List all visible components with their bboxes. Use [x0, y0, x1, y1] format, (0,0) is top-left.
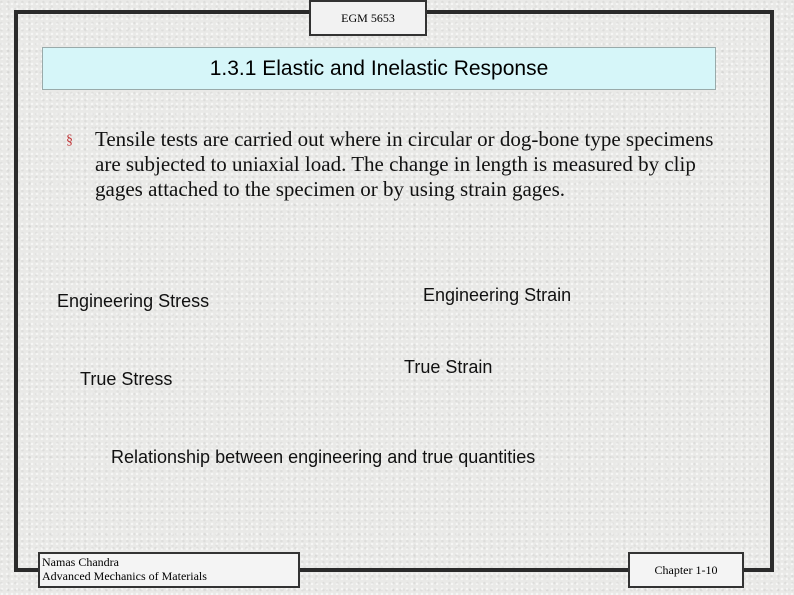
- bullet-text: Tensile tests are carried out where in circular or dog-bone type specimens are subjected to uniaxial load. The change in length is measured by clip gages attached to the specimen or by using strain gages.: [95, 127, 714, 201]
- relationship-caption: Relationship between engineering and true quantities: [111, 447, 536, 467]
- course-code-tab: [309, 0, 427, 36]
- footer-author-box: [38, 552, 300, 588]
- slide-title-bar: [42, 47, 716, 90]
- engineering-strain-label: Engineering Strain: [423, 285, 572, 305]
- course-title: Advanced Mechanics of Materials: [42, 569, 207, 583]
- footer-chapter-box: [628, 552, 744, 588]
- chapter-page-label: Chapter 1-10: [654, 562, 718, 577]
- true-stress-label: True Stress: [80, 369, 173, 389]
- true-strain-label: True Strain: [404, 357, 493, 377]
- engineering-stress-label: Engineering Stress: [57, 291, 210, 311]
- slide-title: 1.3.1 Elastic and Inelastic Response: [209, 56, 549, 80]
- author-name: Namas Chandra: [42, 555, 119, 569]
- bullet-marker-icon: §: [66, 133, 73, 148]
- bullet-item: [66, 127, 736, 202]
- course-code: EGM 5653: [341, 10, 395, 25]
